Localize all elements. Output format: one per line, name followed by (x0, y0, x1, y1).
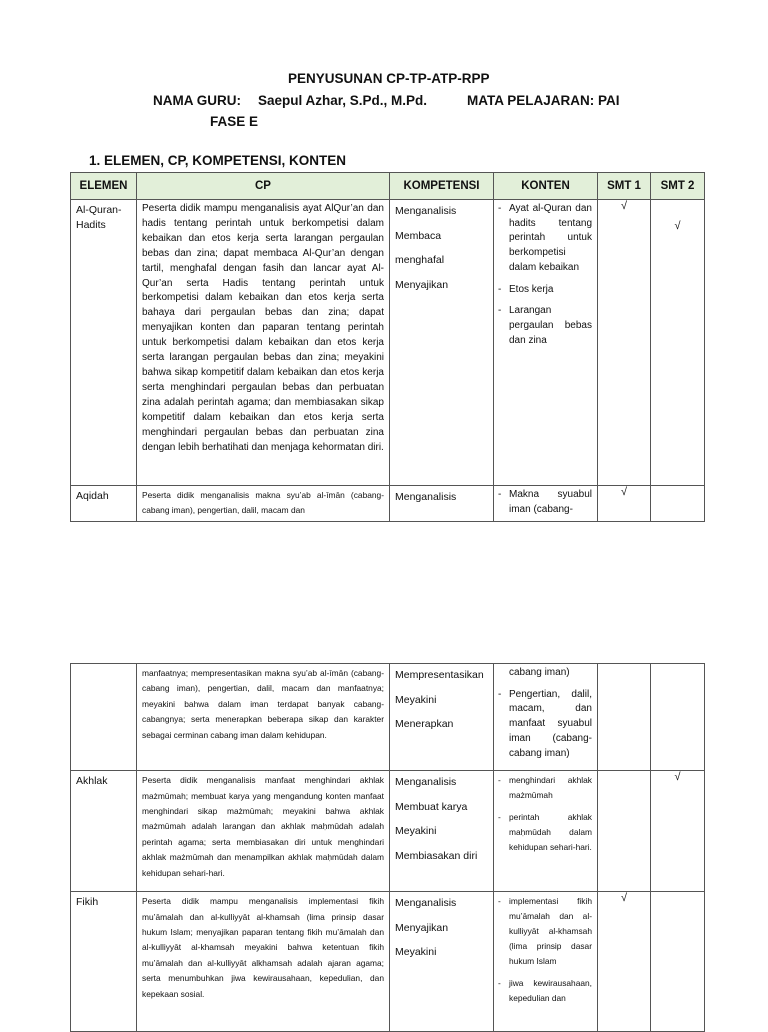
kompetensi-item: Menyajikan (395, 278, 449, 291)
col-header-kompetensi: KOMPETENSI (390, 173, 494, 200)
kompetensi-item: Meyakini (395, 946, 437, 959)
kompetensi-item: Menyajikan (395, 921, 449, 934)
kompetensi-item: Mempresentasikan (395, 669, 484, 681)
konten-item: - perintah akhlak maḥmūdah dalam kehidupan sehari-hari. (498, 810, 592, 855)
konten-item: cabang iman) (509, 667, 570, 678)
elemen-cell: Aqidah (71, 486, 137, 522)
konten-item: - Makna syuabul iman (cabang- (498, 488, 592, 517)
konten-item: - Larangan pergaulan bebas dan zina (498, 304, 592, 348)
kompetensi-cell (390, 200, 494, 486)
kompetensi-item: Menganalisis (395, 776, 457, 789)
konten-item: - implementasi fikih mu’āmalah dan al-kulliyyāt al-khamsah (lima prinsip dasar hukum Islam (498, 894, 592, 969)
smt1-cell (598, 664, 651, 771)
table-row (71, 664, 705, 771)
check-mark: √ (620, 892, 628, 905)
cp-cell: Peserta didik mampu menganalisis implementasi fikih mu’āmalah dan al-kulliyyāt al-khamsah (lima prinsip dasar hukum Islam; menyajikan paparan tentang fikih mu’āmalah dan al-kulliyyāt al-khamsah meyakini bahwa ketentuan fikih mu’āmalah dan al-kulliyyāt alkhamsah adalah ajaran agama; serta menumbuhkan jiwa kewirausahaan, kepedulian, dan kepekaan sosial. (137, 892, 390, 1032)
cp-cell: Peserta didik mampu menganalisis ayat AlQur’an dan hadis tentang perintah untuk berkompetisi dalam kebaikan dan etos kerja serta larangan pergaulan bebas dan zina; dapat membaca Al-Qur’an dengan tartil, menghafal dengan fasih dan lancar ayat Al-Qur’an serta Hadis tentang perintah untuk berkompetisi dalam kebaikan dan etos kerja serta bahaya dari pergaulan bebas dan zina; dapat menyajikan konten dan paparan tentang perintah untuk berkompetisi dalam kebaikan dan etos kerja serta larangan pergaulan bebas dan zina; meyakini bahwa sikap kompetitif dalam kebaikan dan etos kerja serta menghindari pergaulan bebas dan perbuatan zina adalah perintah agama; dan membiasakan sikap kompetitif dalam kebaikan dan etos kerja serta menghindari pergaulan bebas dan perbuatan zina dengan lebih berhatihati dan menjaga kehormatan diri. (137, 200, 390, 486)
konten-cell (494, 892, 598, 1032)
kompetensi-cell (390, 892, 494, 1032)
section-heading: 1. ELEMEN, CP, KOMPETENSI, KONTEN (89, 153, 347, 168)
konten-item: - Pengertian, dalil, macam, dan manfaat syuabul iman (cabang-cabang iman) (498, 688, 592, 762)
kompetensi-item: menghafal (395, 254, 445, 266)
teacher-label: NAMA GURU: (153, 93, 241, 108)
cp-cell: Peserta didik menganalisis manfaat menghindari akhlak mażmūmah; membuat karya yang mengandung konten manfaat menghindari sikap mażmūmah; meyakini bahwa akhlak mażmūmah adalah larangan dan akhlak maḥmūdah adalah perintah agama; serta membiasakan diri untuk menghindari akhlak mażmūmah dan menampilkan akhlak maḥmūdah dalam kehidupan sehari-hari. (137, 771, 390, 892)
check-mark: √ (674, 771, 681, 784)
cp-table-page-2 (70, 663, 705, 1032)
col-header-cp: CP (137, 173, 390, 200)
check-mark: √ (674, 220, 681, 232)
teacher-name: Saepul Azhar, S.Pd., M.Pd. (258, 93, 428, 108)
table-row (71, 771, 705, 892)
smt1-cell (598, 771, 651, 892)
kompetensi-item: Membiasakan diri (395, 849, 478, 862)
col-header-elemen: ELEMEN (71, 173, 137, 200)
kompetensi-item: Membaca (395, 229, 442, 242)
smt2-cell (651, 892, 705, 1032)
table-row (71, 200, 705, 486)
table-row (71, 892, 705, 1032)
cp-cell: manfaatnya; mempresentasikan makna syu’ab al-īmān (cabang-cabang iman), pengertian, dalil, macam dan manfaatnya; meyakini bahwa dalam iman terdapat banyak cabang-cabangnya; serta menerapkan beberapa sikap dan karakter sebagai cerminan cabang iman dalam kehidupan. (137, 664, 390, 771)
kompetensi-cell (390, 771, 494, 892)
kompetensi-item: Meyakini (395, 693, 437, 706)
kompetensi-item: Menganalisis (395, 491, 457, 503)
konten-cell (494, 486, 598, 522)
konten-item: - jiwa kewirausahaan, kepedulian dan (498, 976, 592, 1006)
smt2-cell (651, 771, 705, 892)
kompetensi-item: Menganalisis (395, 205, 457, 217)
kompetensi-item: Menerapkan (395, 718, 454, 730)
konten-cell (494, 200, 598, 486)
smt2-cell (651, 664, 705, 771)
cp-cell: Peserta didik menganalisis makna syu’ab al-īmān (cabang-cabang iman), pengertian, dalil, macam dan (137, 486, 390, 522)
konten-cell (494, 771, 598, 892)
elemen-cell: Akhlak (71, 771, 137, 892)
page-title: PENYUSUNAN CP-TP-ATP-RPP (288, 71, 490, 86)
table-header-row (71, 173, 705, 200)
konten-item: - Etos kerja (498, 283, 592, 298)
smt2-cell (651, 486, 705, 522)
subject-label: MATA PELAJARAN: PAI (467, 93, 620, 108)
col-header-smt2: SMT 2 (651, 173, 705, 200)
smt1-cell (598, 486, 651, 522)
phase-label: FASE E (210, 114, 259, 129)
kompetensi-item: Membuat karya (395, 800, 468, 813)
table-row (71, 486, 705, 522)
elemen-cell: Al-Quran-Hadits (71, 200, 137, 486)
cp-table-page-1 (70, 172, 705, 522)
konten-item: - Ayat al-Quran dan hadits tentang perintah untuk berkompetisi dalam kebaikan (498, 202, 592, 276)
konten-item: - menghindari akhlak mażmūmah (498, 773, 592, 803)
col-header-smt1: SMT 1 (598, 173, 651, 200)
elemen-cell (71, 664, 137, 771)
smt2-cell (651, 200, 705, 486)
kompetensi-cell (390, 486, 494, 522)
elemen-cell: Fikih (71, 892, 137, 1032)
smt1-cell (598, 200, 651, 486)
smt1-cell (598, 892, 651, 1032)
check-mark: √ (620, 486, 628, 498)
check-mark: √ (620, 200, 628, 212)
kompetensi-item: Meyakini (395, 825, 437, 838)
kompetensi-cell (390, 664, 494, 771)
col-header-konten: KONTEN (494, 173, 598, 200)
konten-cell (494, 664, 598, 771)
kompetensi-item: Menganalisis (395, 897, 457, 910)
